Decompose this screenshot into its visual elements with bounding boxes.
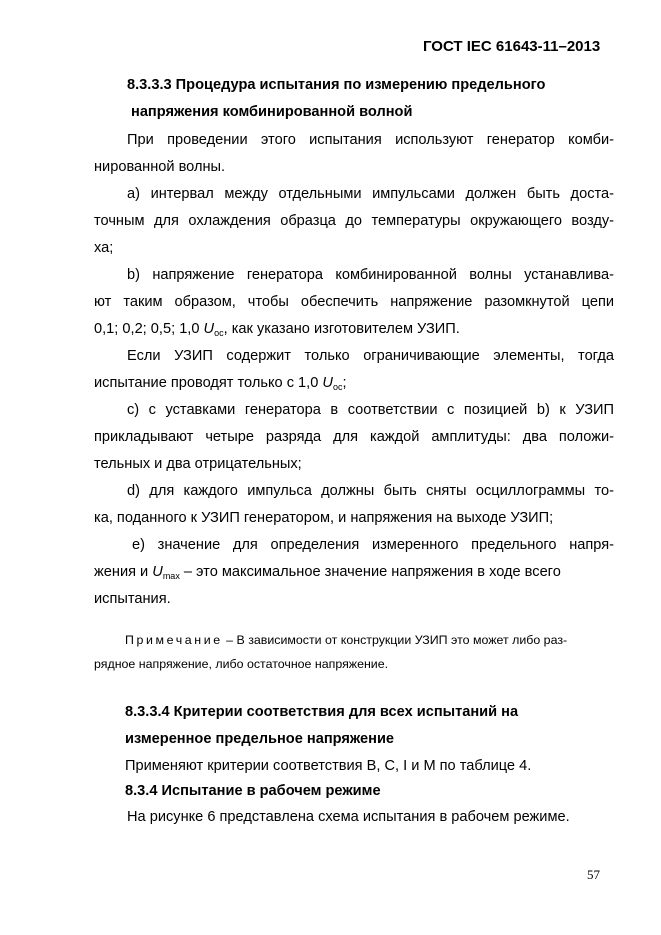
limiting-elements-line-1: Если УЗИП содержит только ограничивающие элементы, тогда: [127, 348, 614, 364]
item-d-line-1: d) для каждого импульса должны быть сняты осциллограммы то-: [127, 483, 614, 499]
limiting-elements-line-2: испытание проводят только с 1,0 $U_{ос}$;: [94, 375, 347, 392]
item-a-line-3: ха;: [94, 240, 114, 256]
paragraph-intro-line-1: При проведении этого испытания используют генератор комби-: [127, 132, 614, 148]
section-8-3-3-3-title-line-1: 8.3.3.3 Процедура испытания по измерению предельного: [127, 77, 546, 93]
note-line-2: рядное напряжение, либо остаточное напряжение.: [94, 657, 389, 671]
item-b-line-2: ют таким образом, чтобы обеспечить напряжение разомкнутой цепи: [94, 294, 614, 310]
section-8-3-3-4-title-line-1: 8.3.3.4 Критерии соответствия для всех испытаний на: [125, 704, 519, 720]
item-d-line-2: ка, поданного к УЗИП генератором, и напряжения на выходе УЗИП;: [94, 510, 554, 526]
item-a-line-2: точным для охлаждения образца до температуры окружающего возду-: [94, 213, 614, 229]
section-8-3-4-text: На рисунке 6 представлена схема испытания в рабочем режиме.: [127, 809, 570, 825]
section-8-3-3-4-title-line-2: измеренное предельное напряжение: [125, 731, 395, 747]
page-number: 57: [587, 867, 600, 882]
section-8-3-4-title: 8.3.4 Испытание в рабочем режиме: [125, 783, 381, 799]
item-b-line-3: 0,1; 0,2; 0,5; 1,0 $U_{ос}$, как указано изготовителем УЗИП.: [94, 321, 460, 338]
item-e-line-2: жения и $U_{max}$ – это максимальное значение напряжения в ходе всего: [94, 564, 561, 581]
item-c-line-2: прикладывают четыре разряда для каждой амплитуды: два положи-: [94, 429, 614, 445]
item-e-line-3: испытания.: [94, 591, 171, 607]
item-c-line-3: тельных и два отрицательных;: [94, 456, 302, 472]
note-label: Примечание: [125, 633, 223, 647]
item-a-line-1: а) интервал между отдельными импульсами должен быть доста-: [127, 186, 614, 202]
item-b-line-1: b) напряжение генератора комбинированной волны устанавлива-: [127, 267, 614, 283]
item-e-line-1: е) значение для определения измеренного предельного напря-: [132, 537, 614, 553]
section-8-3-3-3-title-line-2: напряжения комбинированной волной: [131, 104, 413, 120]
section-8-3-3-4-text: Применяют критерии соответствия В, С, I и М по таблице 4.: [125, 758, 532, 774]
item-c-line-1: с) с уставками генератора в соответствии с позицией b) к УЗИП: [127, 402, 614, 418]
note-line-1: Примечание – В зависимости от конструкции УЗИП это может либо раз-: [125, 633, 568, 647]
document-code: ГОСТ IEC 61643-11–2013: [423, 38, 601, 55]
paragraph-intro-line-2: нированной волны.: [94, 159, 226, 175]
